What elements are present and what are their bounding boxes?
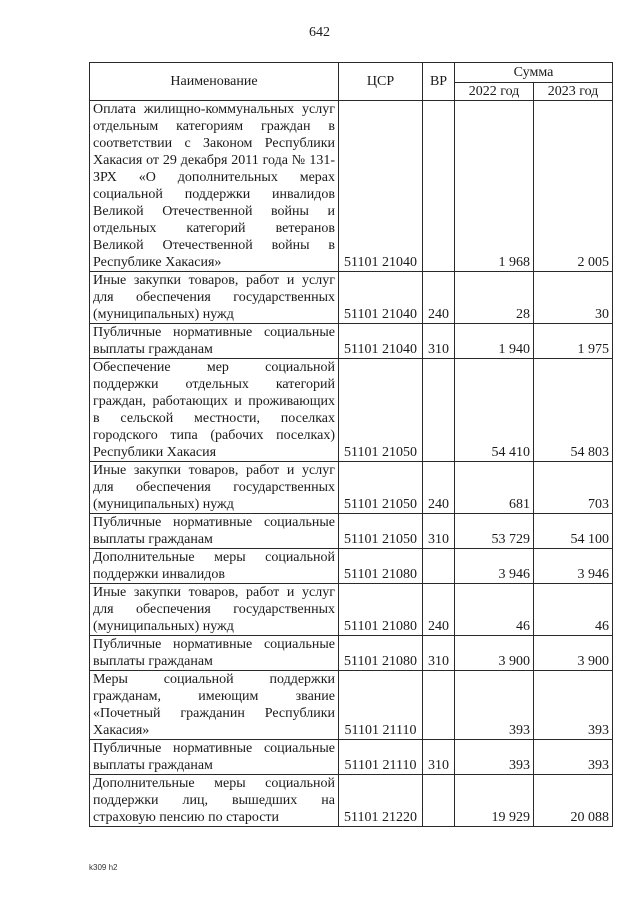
cell-name: Иные закупки товаров, работ и услуг для обеспечения государственных (муниципальных) нужд	[90, 272, 339, 324]
header-name: Наименование	[90, 63, 339, 101]
cell-2023: 3 900	[534, 636, 613, 671]
cell-csr: 51101 21050	[339, 359, 423, 462]
header-vr: ВР	[423, 63, 455, 101]
header-year-2023: 2023 год	[534, 83, 613, 101]
cell-vr: 240	[423, 584, 455, 636]
cell-2022: 19 929	[455, 775, 534, 827]
cell-2022: 3 946	[455, 549, 534, 584]
table-row	[90, 101, 613, 272]
cell-2022: 46	[455, 584, 534, 636]
cell-2022: 393	[455, 740, 534, 775]
cell-name: Публичные нормативные социальные выплаты гражданам	[90, 740, 339, 775]
table-row	[90, 462, 613, 514]
table-row	[90, 324, 613, 359]
cell-name: Меры социальной поддержки гражданам, имеющим звание «Почетный гражданин Республики Хакасия»	[90, 671, 339, 740]
cell-csr: 51101 21080	[339, 636, 423, 671]
cell-name: Публичные нормативные социальные выплаты гражданам	[90, 636, 339, 671]
cell-2022: 1 940	[455, 324, 534, 359]
cell-vr	[423, 359, 455, 462]
cell-2023: 20 088	[534, 775, 613, 827]
cell-csr: 51101 21110	[339, 671, 423, 740]
cell-vr	[423, 671, 455, 740]
cell-2022: 54 410	[455, 359, 534, 462]
cell-2023: 393	[534, 740, 613, 775]
cell-csr: 51101 21080	[339, 549, 423, 584]
cell-csr: 51101 21080	[339, 584, 423, 636]
cell-2023: 1 975	[534, 324, 613, 359]
table-row	[90, 740, 613, 775]
cell-name: Иные закупки товаров, работ и услуг для обеспечения государственных (муниципальных) нужд	[90, 584, 339, 636]
cell-2023: 703	[534, 462, 613, 514]
cell-csr: 51101 21050	[339, 462, 423, 514]
cell-csr: 51101 21220	[339, 775, 423, 827]
table-row	[90, 549, 613, 584]
cell-csr: 51101 21050	[339, 514, 423, 549]
cell-2023: 393	[534, 671, 613, 740]
cell-csr: 51101 21040	[339, 272, 423, 324]
cell-2022: 393	[455, 671, 534, 740]
cell-2023: 46	[534, 584, 613, 636]
cell-vr	[423, 775, 455, 827]
header-year-2022: 2022 год	[455, 83, 534, 101]
cell-vr: 240	[423, 272, 455, 324]
cell-2023: 2 005	[534, 101, 613, 272]
cell-2022: 28	[455, 272, 534, 324]
cell-2022: 1 968	[455, 101, 534, 272]
table-row	[90, 272, 613, 324]
cell-csr: 51101 21040	[339, 101, 423, 272]
table-row	[90, 359, 613, 462]
cell-vr: 310	[423, 514, 455, 549]
cell-name: Обеспечение мер социальной поддержки отдельных категорий граждан, работающих и проживающих в сельской местности, поселках городского типа (рабочих поселках) Республики Хакасия	[90, 359, 339, 462]
cell-2023: 54 100	[534, 514, 613, 549]
table-row	[90, 514, 613, 549]
cell-name: Иные закупки товаров, работ и услуг для обеспечения государственных (муниципальных) нужд	[90, 462, 339, 514]
cell-vr: 310	[423, 324, 455, 359]
cell-vr: 310	[423, 740, 455, 775]
cell-2023: 54 803	[534, 359, 613, 462]
cell-2022: 53 729	[455, 514, 534, 549]
cell-name: Публичные нормативные социальные выплаты гражданам	[90, 514, 339, 549]
cell-name: Оплата жилищно-коммунальных услуг отдельным категориям граждан в соответствии с Законом Республики Хакасия от 29 декабря 2011 года № 131-ЗРХ «О дополнительных мерах социальной поддержки инвалидов Великой Отечественной войны и отдельных категорий ветеранов Великой Отечественной войны в Республике Хакасия»	[90, 101, 339, 272]
cell-vr	[423, 549, 455, 584]
cell-vr: 240	[423, 462, 455, 514]
cell-vr	[423, 101, 455, 272]
budget-table	[89, 62, 613, 827]
footer-code: k309 h2	[89, 863, 118, 872]
header-sum: Сумма	[455, 63, 613, 83]
cell-csr: 51101 21040	[339, 324, 423, 359]
table-row	[90, 584, 613, 636]
cell-csr: 51101 21110	[339, 740, 423, 775]
table-body	[90, 101, 613, 827]
table-row	[90, 636, 613, 671]
cell-2022: 681	[455, 462, 534, 514]
page-number: 642	[309, 25, 330, 40]
cell-name: Дополнительные меры социальной поддержки инвалидов	[90, 549, 339, 584]
cell-2023: 3 946	[534, 549, 613, 584]
cell-name: Дополнительные меры социальной поддержки лиц, вышедших на страховую пенсию по старости	[90, 775, 339, 827]
table-header	[90, 63, 613, 101]
cell-2022: 3 900	[455, 636, 534, 671]
table-row	[90, 671, 613, 740]
cell-name: Публичные нормативные социальные выплаты гражданам	[90, 324, 339, 359]
cell-vr: 310	[423, 636, 455, 671]
cell-2023: 30	[534, 272, 613, 324]
table-row	[90, 775, 613, 827]
header-csr: ЦСР	[339, 63, 423, 101]
